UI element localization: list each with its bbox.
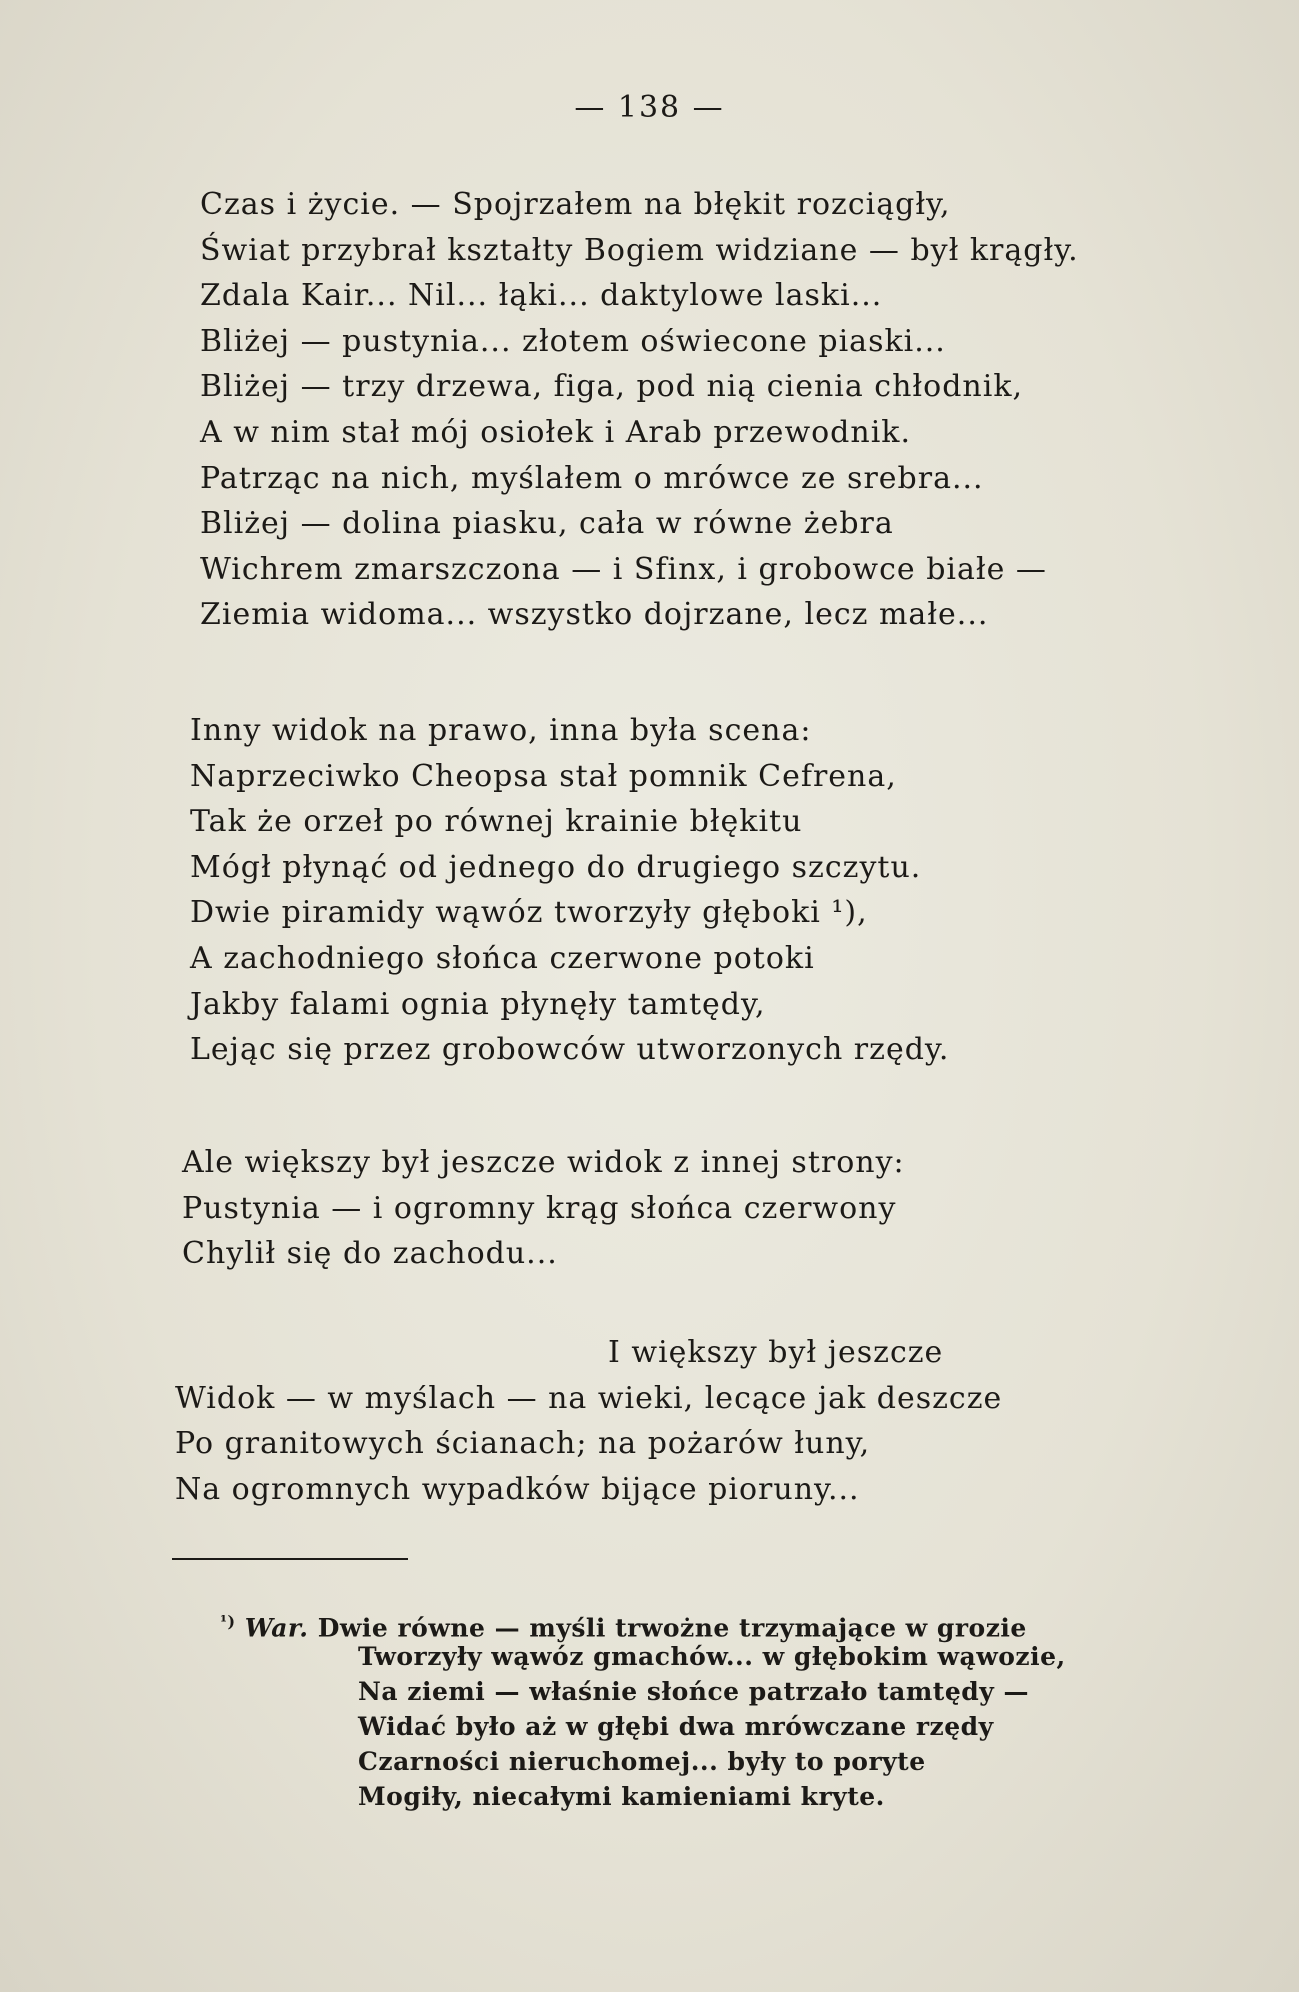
stanza [190, 708, 949, 1073]
verse-line: A w nim stał mój osiołek i Arab przewodnik. [200, 414, 912, 450]
verse-line: Zdala Kair... Nil... łąki... daktylowe laski... [200, 278, 883, 314]
verse-line: Ziemia widoma... wszystko dojrzane, lecz małe... [200, 597, 989, 633]
footnote-label: War. [244, 1613, 309, 1643]
verse-line: Dwie piramidy wąwóz tworzyły głęboki ¹), [190, 895, 868, 931]
page-number: — 138 — [574, 90, 725, 125]
footnote-line: Widać było aż w głębi dwa mrówczane rzędy [358, 1712, 994, 1741]
verse-line: Jakby falami ognia płynęły tamtędy, [190, 986, 766, 1022]
verse-line: Inny widok na prawo, inna była scena: [190, 713, 812, 748]
verse-line: Wichrem zmarszczona — i Sfinx, i grobowce białe — [200, 551, 1047, 587]
verse-line: Pustynia — i ogromny krąg słońca czerwony [182, 1190, 897, 1226]
verse-line: Chylił się do zachodu... [182, 1236, 558, 1272]
verse-line: Świat przybrał kształty Bogiem widziane — był krągły. [200, 232, 1079, 268]
verse-line: Po granitowych ścianach; na pożarów łuny, [175, 1426, 871, 1462]
verse-line: Lejąc się przez grobowców utworzonych rzędy. [190, 1032, 950, 1068]
footnote-marker: ¹) [220, 1612, 236, 1631]
verse-line: Bliżej — trzy drzewa, figa, pod nią cienia chłodnik, [200, 369, 1024, 405]
verse-line: A zachodniego słońca czerwone potoki [190, 940, 815, 976]
footnote-line: Na ziemi — właśnie słońce patrzało tamtędy — [358, 1677, 1029, 1706]
verse-line: Bliżej — dolina piasku, cała w równe żebra [200, 506, 894, 542]
verse-line: Widok — w myślach — na wieki, lecące jak deszcze [175, 1380, 1003, 1416]
stanza [182, 1140, 905, 1277]
verse-line: Naprzeciwko Cheopsa stał pomnik Cefrena, [190, 758, 897, 794]
footnote-first-line [220, 1604, 1066, 1643]
footnote [220, 1604, 1066, 1814]
stanza [200, 182, 1079, 638]
verse-line: Ale większy był jeszcze widok z innej strony: [182, 1145, 905, 1180]
verse-line: Mógł płynąć od jednego do drugiego szczytu. [190, 849, 922, 885]
verse-line: Patrząc na nich, myślałem o mrówce ze srebra... [200, 460, 984, 496]
footnote-line: Tworzyły wąwóz gmachów... w głębokim wąwozie, [358, 1642, 1066, 1671]
verse-line: I większy był jeszcze [608, 1335, 944, 1370]
verse-line: Na ogromnych wypadków bijące pioruny... [175, 1471, 860, 1507]
footnote-line: Mogiły, niecałymi kamieniami kryte. [358, 1782, 885, 1811]
verse-line: Czas i życie. — Spojrzałem na błękit rozciągły, [200, 187, 951, 222]
verse-line: Bliżej — pustynia... złotem oświecone piaski... [200, 323, 946, 359]
footnote-text: Dwie równe — myśli trwożne trzymające w grozie [317, 1613, 1027, 1643]
verse-line: Tak że orzeł po równej krainie błękitu [190, 804, 803, 840]
stanza [175, 1330, 1002, 1512]
footnote-divider [172, 1558, 408, 1560]
footnote-line: Czarności nieruchomej... były to poryte [358, 1747, 926, 1776]
